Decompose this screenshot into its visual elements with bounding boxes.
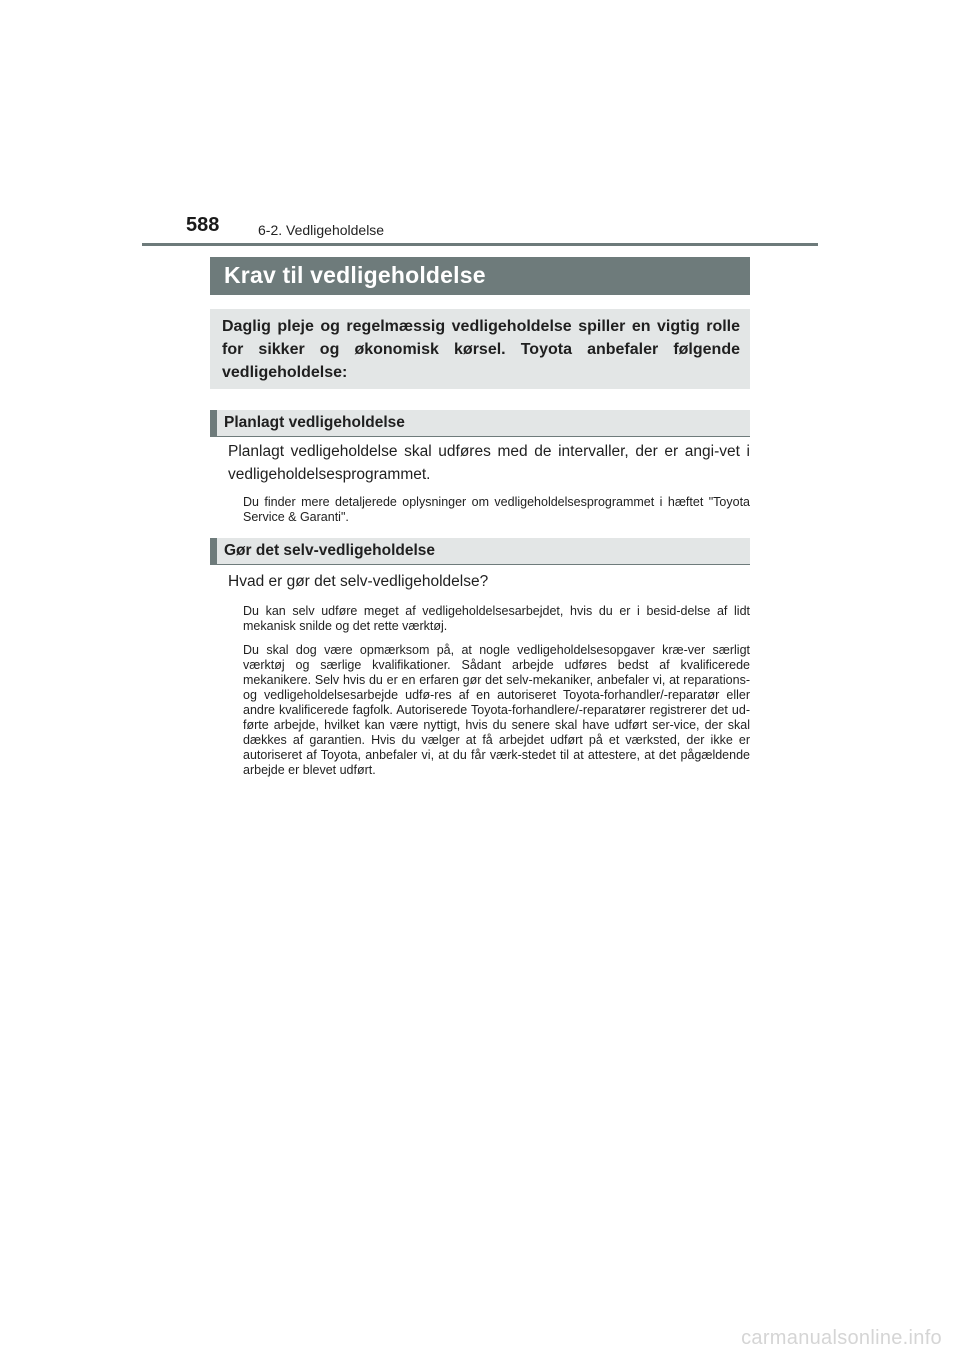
page-number: 588 [186,214,220,236]
subheader-accent [210,410,217,436]
intro-text: Daglig pleje og regelmæssig vedligeholdelse spiller en vigtig rolle for sikker og økonomisk kørsel. Toyota anbefaler følgende vedligeholdelse: [222,318,740,381]
diy-note-2: Du skal dog være opmærksom på, at nogle vedligeholdelsesopgaver kræ-ver særligt værktøj og særlige kvalifikationer. Sådant arbejde udføres bedst af kvalificerede mekanikere. Selv hvis du er en erfaren gør det selv-mekaniker, anbefaler vi, at reparations- og vedligeholdelsesarbejde udfø-res af en autoriseret Toyota-forhandler/-reparatør eller andre kvalificerede fagfolk. Autoriserede Toyota-forhandlere/-reparatører registrerer det ud-førte arbejde, hvilket kan være nyttigt, hvis du senere skal have udført ser-vice, der skal dækkes af garantien. Hvis du vælger at få arbejdet udført på et værksted, der ikke er autoriseret af Toyota, anbefaler vi, at du får værk-stedet til at attestere, at det pågældende arbejde er blevet udført. [243,643,750,777]
planned-note: Du finder mere detaljerede oplysninger om vedligeholdelsesprogrammet i hæftet "Toyota Service & Garanti". [243,495,750,524]
breadcrumb: 6-2. Vedligeholdelse [258,222,385,238]
subheader-planned-label: Planlagt vedligeholdelse [224,414,405,431]
subheader-planned [210,410,750,437]
section-title-bar [210,257,750,295]
section-title: Krav til vedligeholdelse [224,262,486,288]
intro-box [210,309,750,389]
header-divider [142,243,818,246]
subheader-diy [210,538,750,565]
planned-body: Planlagt vedligeholdelse skal udføres med de intervaller, der er angi-vet i vedligeholdelsesprogrammet. [228,443,750,483]
diy-question: Hvad er gør det selv-vedligeholdelse? [228,573,489,590]
subheader-accent [210,538,217,564]
watermark: carmanualsonline.info [741,1327,942,1349]
subheader-diy-label: Gør det selv-vedligeholdelse [224,542,436,559]
diy-note-1: Du kan selv udføre meget af vedligeholdelsesarbejdet, hvis du er i besid-delse af lidt mekanisk snilde og det rette værktøj. [243,604,750,633]
